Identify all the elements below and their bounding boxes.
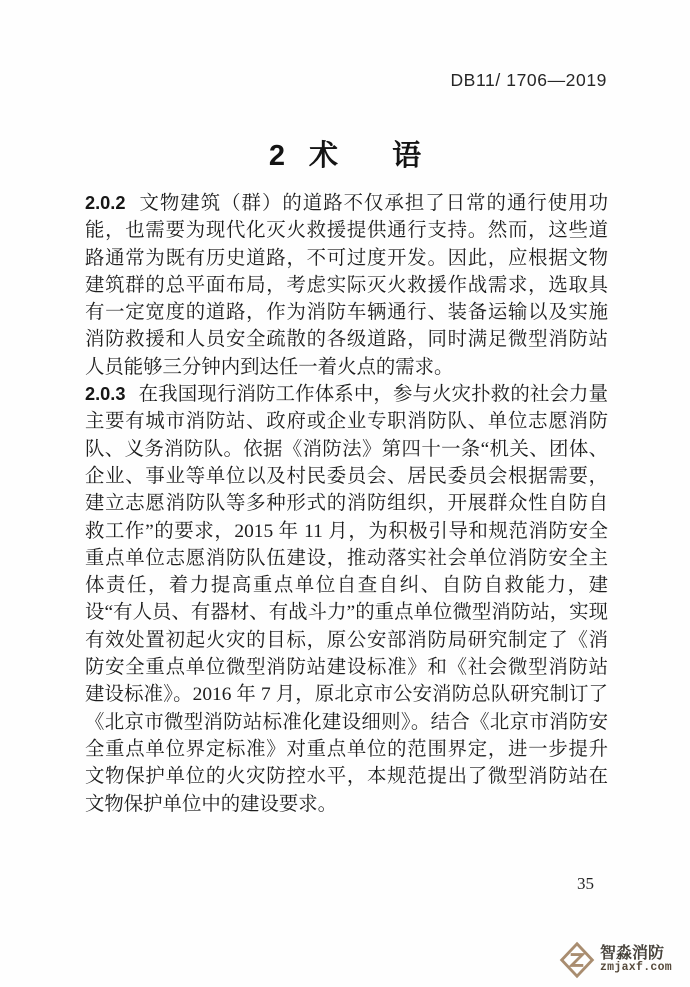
clause-number: 2.0.2 xyxy=(85,193,126,213)
clause-text: 在我国现行消防工作体系中，参与火灾扑救的社会力量主要有城市消防站、政府或企业专职消防队、单位志愿消防队、义务消防队。依据《消防法》第四十一条“机关、团体、企业、事业等单位以及村民委员会、居民委员会根据需要，建立志愿消防队等多种形式的消防组织，开展群众性自防自救工作”的要求，2015 年 11 月，为积极引导和规范消防安全重点单位志愿消防队伍建设，推动落实社会单位消防安全主体责任，着力提高重点单位自查自纠、自防自救能力，建设“有人员、有器材、有战斗力”的重点单位微型消防站，实现有效处置初起火灾的目标，原公安部消防局研究制定了《消防安全重点单位微型消防站建设标准》和《社会微型消防站建设标准》。2016 年 7 月，原北京市公安消防总队研究制订了《北京市微型消防站标准化建设细则》。结合《北京市消防安全重点单位界定标准》对重点单位的范围界定，进一步提升文物保护单位的火灾防控水平，本规范提出了微型消防站在文物保护单位中的建设要求。 xyxy=(85,384,608,815)
paragraph-2-0-3 xyxy=(85,381,608,818)
diamond-z-logo-icon xyxy=(559,940,595,980)
brand-name: 智淼消防 xyxy=(599,944,664,962)
section-title-word-1: 术 xyxy=(309,140,339,172)
body-text xyxy=(85,190,608,818)
brand-domain: zmjaxf.com xyxy=(599,961,672,975)
paragraph-2-0-2 xyxy=(85,190,608,381)
standard-code-header: DB11/ 1706—2019 xyxy=(450,70,607,90)
section-title-word-2: 语 xyxy=(392,140,422,172)
brand-text-block xyxy=(600,946,672,975)
page-number: 35 xyxy=(577,874,594,893)
watermark-brand xyxy=(559,940,672,980)
clause-number: 2.0.3 xyxy=(85,384,126,405)
clause-text: 文物建筑（群）的道路不仅承担了日常的通行使用功能，也需要为现代化灭火救援提供通行支持。然而，这些道路通常为既有历史道路，不可过度开发。因此，应根据文物建筑群的总平面布局，考虑实际灭火救援作战需求，选取具有一定宽度的道路，作为消防车辆通行、装备运输以及实施消防救援和人员安全疏散的各级道路，同时满足微型消防站人员能够三分钟内到达任一着火点的需求。 xyxy=(85,193,608,378)
section-title-number: 2 xyxy=(268,140,285,172)
section-title xyxy=(0,133,690,174)
